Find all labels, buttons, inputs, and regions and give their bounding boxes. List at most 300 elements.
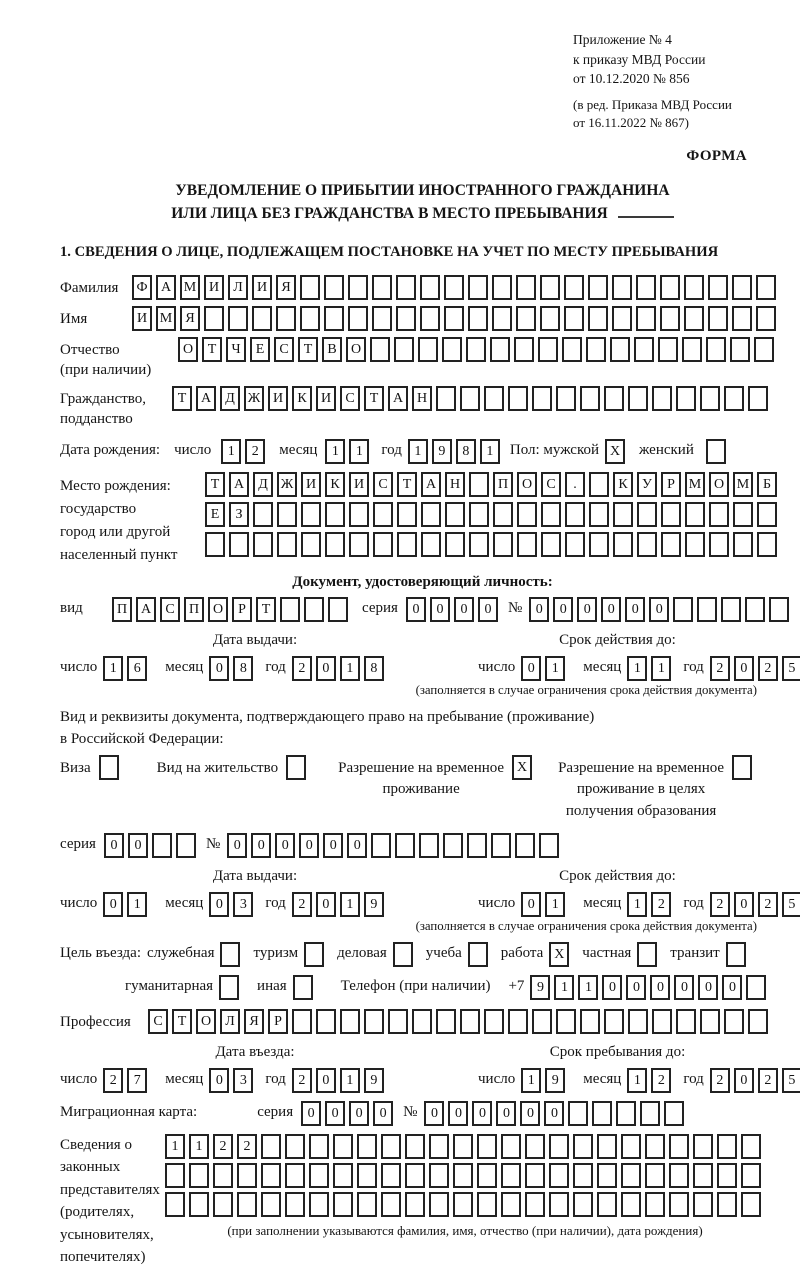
char-cell[interactable]: Л xyxy=(220,1009,240,1034)
char-cell[interactable] xyxy=(442,337,462,362)
char-cell[interactable]: В xyxy=(322,337,342,362)
char-cell[interactable] xyxy=(741,1134,761,1159)
char-cell[interactable] xyxy=(717,1192,737,1217)
char-cell[interactable]: Т xyxy=(364,386,384,411)
char-cell[interactable] xyxy=(429,1192,449,1217)
char-cell[interactable] xyxy=(709,502,729,527)
char-cell[interactable] xyxy=(189,1163,209,1188)
char-cell[interactable] xyxy=(525,1134,545,1159)
char-cell[interactable] xyxy=(421,502,441,527)
char-cell[interactable]: 2 xyxy=(103,1068,123,1093)
char-cell[interactable] xyxy=(205,532,225,557)
char-cell[interactable] xyxy=(165,1192,185,1217)
char-cell[interactable] xyxy=(445,532,465,557)
char-cell[interactable]: Т xyxy=(172,386,192,411)
char-cell[interactable]: Т xyxy=(202,337,222,362)
char-cell[interactable]: 0 xyxy=(373,1101,393,1126)
char-cell[interactable] xyxy=(285,1134,305,1159)
char-cell[interactable] xyxy=(684,306,704,331)
char-cell[interactable]: 0 xyxy=(299,833,319,858)
char-cell[interactable]: И xyxy=(349,472,369,497)
char-cell[interactable] xyxy=(325,532,345,557)
phone-digit-cell[interactable]: 1 xyxy=(578,975,598,1000)
char-cell[interactable] xyxy=(636,306,656,331)
char-cell[interactable]: 0 xyxy=(478,597,498,622)
phone-digit-cell[interactable]: 0 xyxy=(722,975,742,1000)
char-cell[interactable] xyxy=(597,1192,617,1217)
char-cell[interactable] xyxy=(237,1163,257,1188)
char-cell[interactable] xyxy=(176,833,196,858)
char-cell[interactable] xyxy=(645,1163,665,1188)
char-cell[interactable] xyxy=(756,275,776,300)
char-cell[interactable] xyxy=(444,306,464,331)
char-cell[interactable] xyxy=(724,1009,744,1034)
char-cell[interactable] xyxy=(373,532,393,557)
char-cell[interactable] xyxy=(754,337,774,362)
char-cell[interactable] xyxy=(316,1009,336,1034)
char-cell[interactable] xyxy=(381,1134,401,1159)
char-cell[interactable] xyxy=(204,306,224,331)
char-cell[interactable] xyxy=(660,306,680,331)
char-cell[interactable] xyxy=(309,1192,329,1217)
char-cell[interactable] xyxy=(370,337,390,362)
char-cell[interactable]: Ж xyxy=(244,386,264,411)
char-cell[interactable]: 0 xyxy=(734,892,754,917)
char-cell[interactable]: 0 xyxy=(734,1068,754,1093)
char-cell[interactable] xyxy=(396,306,416,331)
char-cell[interactable] xyxy=(693,1163,713,1188)
char-cell[interactable]: 0 xyxy=(325,1101,345,1126)
char-cell[interactable] xyxy=(682,337,702,362)
char-cell[interactable] xyxy=(165,1163,185,1188)
char-cell[interactable] xyxy=(613,502,633,527)
char-cell[interactable]: О xyxy=(709,472,729,497)
char-cell[interactable]: 0 xyxy=(625,597,645,622)
char-cell[interactable]: 5 xyxy=(782,656,800,681)
char-cell[interactable] xyxy=(549,1134,569,1159)
char-cell[interactable] xyxy=(741,1163,761,1188)
char-cell[interactable] xyxy=(732,275,752,300)
char-cell[interactable] xyxy=(532,1009,552,1034)
char-cell[interactable]: С xyxy=(373,472,393,497)
char-cell[interactable] xyxy=(564,275,584,300)
char-cell[interactable]: С xyxy=(340,386,360,411)
char-cell[interactable]: 1 xyxy=(408,439,428,464)
char-cell[interactable] xyxy=(460,386,480,411)
char-cell[interactable]: 2 xyxy=(758,656,778,681)
char-cell[interactable] xyxy=(394,337,414,362)
char-cell[interactable] xyxy=(348,275,368,300)
char-cell[interactable] xyxy=(453,1163,473,1188)
char-cell[interactable]: 0 xyxy=(734,656,754,681)
char-cell[interactable] xyxy=(757,502,777,527)
char-cell[interactable] xyxy=(372,275,392,300)
char-cell[interactable] xyxy=(721,597,741,622)
char-cell[interactable]: 0 xyxy=(323,833,343,858)
char-cell[interactable] xyxy=(421,532,441,557)
char-cell[interactable]: 0 xyxy=(316,1068,336,1093)
char-cell[interactable] xyxy=(700,386,720,411)
char-cell[interactable] xyxy=(669,1134,689,1159)
char-cell[interactable]: 1 xyxy=(521,1068,541,1093)
char-cell[interactable]: А xyxy=(421,472,441,497)
char-cell[interactable]: 0 xyxy=(128,833,148,858)
char-cell[interactable] xyxy=(309,1163,329,1188)
char-cell[interactable] xyxy=(745,597,765,622)
char-cell[interactable] xyxy=(597,1134,617,1159)
char-cell[interactable] xyxy=(490,337,510,362)
char-cell[interactable]: М xyxy=(685,472,705,497)
work-checkbox[interactable]: X xyxy=(549,942,569,967)
char-cell[interactable]: У xyxy=(637,472,657,497)
char-cell[interactable] xyxy=(693,1134,713,1159)
char-cell[interactable]: С xyxy=(274,337,294,362)
char-cell[interactable] xyxy=(381,1192,401,1217)
char-cell[interactable]: Т xyxy=(298,337,318,362)
char-cell[interactable] xyxy=(152,833,172,858)
char-cell[interactable] xyxy=(709,532,729,557)
char-cell[interactable]: 0 xyxy=(472,1101,492,1126)
char-cell[interactable]: 0 xyxy=(424,1101,444,1126)
char-cell[interactable]: Я xyxy=(244,1009,264,1034)
char-cell[interactable] xyxy=(493,502,513,527)
char-cell[interactable]: А xyxy=(229,472,249,497)
char-cell[interactable]: 0 xyxy=(251,833,271,858)
char-cell[interactable]: А xyxy=(388,386,408,411)
char-cell[interactable]: 1 xyxy=(627,892,647,917)
char-cell[interactable] xyxy=(539,833,559,858)
char-cell[interactable] xyxy=(333,1192,353,1217)
char-cell[interactable]: И xyxy=(252,275,272,300)
char-cell[interactable]: 0 xyxy=(496,1101,516,1126)
char-cell[interactable] xyxy=(229,532,249,557)
char-cell[interactable] xyxy=(708,306,728,331)
char-cell[interactable] xyxy=(277,532,297,557)
char-cell[interactable] xyxy=(730,337,750,362)
char-cell[interactable]: 2 xyxy=(758,1068,778,1093)
char-cell[interactable]: 1 xyxy=(349,439,369,464)
char-cell[interactable]: Ф xyxy=(132,275,152,300)
char-cell[interactable] xyxy=(469,502,489,527)
char-cell[interactable] xyxy=(516,275,536,300)
other-checkbox[interactable] xyxy=(293,975,313,1000)
char-cell[interactable] xyxy=(588,275,608,300)
char-cell[interactable] xyxy=(340,1009,360,1034)
char-cell[interactable] xyxy=(514,337,534,362)
char-cell[interactable] xyxy=(429,1134,449,1159)
char-cell[interactable] xyxy=(261,1134,281,1159)
char-cell[interactable] xyxy=(253,502,273,527)
char-cell[interactable]: О xyxy=(346,337,366,362)
char-cell[interactable]: 0 xyxy=(209,1068,229,1093)
char-cell[interactable]: 6 xyxy=(127,656,147,681)
char-cell[interactable]: 0 xyxy=(553,597,573,622)
official-checkbox[interactable] xyxy=(220,942,240,967)
char-cell[interactable]: Д xyxy=(220,386,240,411)
char-cell[interactable] xyxy=(371,833,391,858)
char-cell[interactable] xyxy=(477,1192,497,1217)
char-cell[interactable] xyxy=(748,1009,768,1034)
char-cell[interactable]: 1 xyxy=(545,892,565,917)
char-cell[interactable]: 3 xyxy=(233,892,253,917)
char-cell[interactable]: 1 xyxy=(221,439,241,464)
phone-digit-cell[interactable]: 0 xyxy=(674,975,694,1000)
char-cell[interactable] xyxy=(628,1009,648,1034)
char-cell[interactable]: А xyxy=(136,597,156,622)
char-cell[interactable]: И xyxy=(268,386,288,411)
char-cell[interactable]: 2 xyxy=(651,1068,671,1093)
char-cell[interactable] xyxy=(604,1009,624,1034)
char-cell[interactable]: И xyxy=(132,306,152,331)
char-cell[interactable]: С xyxy=(160,597,180,622)
char-cell[interactable] xyxy=(373,502,393,527)
char-cell[interactable]: 0 xyxy=(406,597,426,622)
char-cell[interactable] xyxy=(568,1101,588,1126)
char-cell[interactable]: 1 xyxy=(325,439,345,464)
humanitarian-checkbox[interactable] xyxy=(219,975,239,1000)
char-cell[interactable] xyxy=(493,532,513,557)
char-cell[interactable]: Ж xyxy=(277,472,297,497)
char-cell[interactable] xyxy=(252,306,272,331)
char-cell[interactable] xyxy=(492,306,512,331)
transit-checkbox[interactable] xyxy=(726,942,746,967)
char-cell[interactable]: 0 xyxy=(209,892,229,917)
char-cell[interactable] xyxy=(301,532,321,557)
char-cell[interactable] xyxy=(292,1009,312,1034)
char-cell[interactable]: 2 xyxy=(237,1134,257,1159)
char-cell[interactable]: Е xyxy=(205,502,225,527)
char-cell[interactable]: 0 xyxy=(454,597,474,622)
char-cell[interactable] xyxy=(516,306,536,331)
char-cell[interactable]: К xyxy=(613,472,633,497)
char-cell[interactable]: 2 xyxy=(710,1068,730,1093)
char-cell[interactable] xyxy=(325,502,345,527)
char-cell[interactable] xyxy=(395,833,415,858)
char-cell[interactable]: Я xyxy=(180,306,200,331)
char-cell[interactable] xyxy=(573,1163,593,1188)
char-cell[interactable] xyxy=(324,275,344,300)
char-cell[interactable]: С xyxy=(148,1009,168,1034)
char-cell[interactable]: 0 xyxy=(544,1101,564,1126)
char-cell[interactable] xyxy=(276,306,296,331)
char-cell[interactable] xyxy=(237,1192,257,1217)
char-cell[interactable] xyxy=(621,1192,641,1217)
char-cell[interactable]: 0 xyxy=(349,1101,369,1126)
char-cell[interactable] xyxy=(637,532,657,557)
char-cell[interactable] xyxy=(388,1009,408,1034)
char-cell[interactable] xyxy=(466,337,486,362)
char-cell[interactable] xyxy=(349,502,369,527)
char-cell[interactable]: Н xyxy=(445,472,465,497)
study-checkbox[interactable] xyxy=(468,942,488,967)
char-cell[interactable] xyxy=(443,833,463,858)
char-cell[interactable] xyxy=(658,337,678,362)
char-cell[interactable]: П xyxy=(493,472,513,497)
female-checkbox[interactable] xyxy=(706,439,726,464)
char-cell[interactable] xyxy=(733,532,753,557)
char-cell[interactable] xyxy=(301,502,321,527)
char-cell[interactable]: 1 xyxy=(340,1068,360,1093)
char-cell[interactable]: Р xyxy=(661,472,681,497)
char-cell[interactable] xyxy=(405,1134,425,1159)
char-cell[interactable] xyxy=(468,275,488,300)
char-cell[interactable]: 1 xyxy=(627,656,647,681)
char-cell[interactable] xyxy=(277,502,297,527)
char-cell[interactable] xyxy=(573,1134,593,1159)
char-cell[interactable] xyxy=(748,386,768,411)
char-cell[interactable] xyxy=(429,1163,449,1188)
char-cell[interactable] xyxy=(684,275,704,300)
char-cell[interactable]: 0 xyxy=(275,833,295,858)
char-cell[interactable]: П xyxy=(112,597,132,622)
char-cell[interactable] xyxy=(396,275,416,300)
char-cell[interactable] xyxy=(285,1192,305,1217)
char-cell[interactable] xyxy=(706,337,726,362)
char-cell[interactable] xyxy=(549,1163,569,1188)
char-cell[interactable] xyxy=(213,1163,233,1188)
char-cell[interactable] xyxy=(717,1163,737,1188)
char-cell[interactable]: 0 xyxy=(316,656,336,681)
char-cell[interactable]: 8 xyxy=(456,439,476,464)
char-cell[interactable]: 7 xyxy=(127,1068,147,1093)
char-cell[interactable]: Р xyxy=(268,1009,288,1034)
char-cell[interactable]: М xyxy=(156,306,176,331)
char-cell[interactable]: И xyxy=(204,275,224,300)
char-cell[interactable] xyxy=(501,1192,521,1217)
char-cell[interactable] xyxy=(621,1163,641,1188)
char-cell[interactable] xyxy=(589,502,609,527)
char-cell[interactable]: 0 xyxy=(601,597,621,622)
char-cell[interactable]: О xyxy=(208,597,228,622)
char-cell[interactable] xyxy=(397,502,417,527)
char-cell[interactable] xyxy=(333,1134,353,1159)
char-cell[interactable] xyxy=(280,597,300,622)
char-cell[interactable]: И xyxy=(301,472,321,497)
char-cell[interactable] xyxy=(588,306,608,331)
char-cell[interactable] xyxy=(573,1192,593,1217)
char-cell[interactable] xyxy=(381,1163,401,1188)
char-cell[interactable]: 0 xyxy=(430,597,450,622)
char-cell[interactable]: 2 xyxy=(292,1068,312,1093)
char-cell[interactable]: 0 xyxy=(104,833,124,858)
phone-digit-cell[interactable]: 0 xyxy=(602,975,622,1000)
char-cell[interactable] xyxy=(484,386,504,411)
char-cell[interactable] xyxy=(261,1163,281,1188)
char-cell[interactable]: . xyxy=(565,472,585,497)
char-cell[interactable]: 1 xyxy=(103,656,123,681)
char-cell[interactable]: 1 xyxy=(189,1134,209,1159)
char-cell[interactable]: 2 xyxy=(292,892,312,917)
char-cell[interactable]: 0 xyxy=(521,656,541,681)
char-cell[interactable] xyxy=(419,833,439,858)
char-cell[interactable]: 1 xyxy=(340,656,360,681)
phone-digit-cell[interactable]: 0 xyxy=(626,975,646,1000)
char-cell[interactable] xyxy=(645,1192,665,1217)
char-cell[interactable] xyxy=(637,502,657,527)
char-cell[interactable] xyxy=(253,532,273,557)
char-cell[interactable] xyxy=(708,275,728,300)
char-cell[interactable] xyxy=(364,1009,384,1034)
char-cell[interactable] xyxy=(467,833,487,858)
char-cell[interactable] xyxy=(517,532,537,557)
char-cell[interactable] xyxy=(491,833,511,858)
char-cell[interactable]: Т xyxy=(397,472,417,497)
char-cell[interactable]: 2 xyxy=(710,892,730,917)
char-cell[interactable]: 0 xyxy=(577,597,597,622)
char-cell[interactable] xyxy=(213,1192,233,1217)
char-cell[interactable]: 1 xyxy=(480,439,500,464)
char-cell[interactable] xyxy=(333,1163,353,1188)
char-cell[interactable] xyxy=(757,532,777,557)
char-cell[interactable] xyxy=(580,1009,600,1034)
char-cell[interactable]: Я xyxy=(276,275,296,300)
char-cell[interactable] xyxy=(661,532,681,557)
char-cell[interactable]: Т xyxy=(256,597,276,622)
char-cell[interactable] xyxy=(444,275,464,300)
char-cell[interactable] xyxy=(597,1163,617,1188)
char-cell[interactable] xyxy=(349,532,369,557)
char-cell[interactable] xyxy=(612,275,632,300)
char-cell[interactable]: Е xyxy=(250,337,270,362)
char-cell[interactable] xyxy=(501,1163,521,1188)
char-cell[interactable] xyxy=(636,275,656,300)
char-cell[interactable] xyxy=(508,386,528,411)
phone-digit-cell[interactable]: 0 xyxy=(650,975,670,1000)
char-cell[interactable] xyxy=(420,275,440,300)
char-cell[interactable]: Д xyxy=(253,472,273,497)
char-cell[interactable] xyxy=(418,337,438,362)
char-cell[interactable]: П xyxy=(184,597,204,622)
char-cell[interactable] xyxy=(501,1134,521,1159)
male-checkbox[interactable]: X xyxy=(605,439,625,464)
char-cell[interactable] xyxy=(484,1009,504,1034)
char-cell[interactable]: 0 xyxy=(103,892,123,917)
tourism-checkbox[interactable] xyxy=(304,942,324,967)
char-cell[interactable] xyxy=(628,386,648,411)
char-cell[interactable]: Р xyxy=(232,597,252,622)
char-cell[interactable] xyxy=(541,502,561,527)
char-cell[interactable]: 2 xyxy=(245,439,265,464)
char-cell[interactable] xyxy=(565,502,585,527)
residence-permit-checkbox[interactable] xyxy=(286,755,306,780)
char-cell[interactable]: 8 xyxy=(364,656,384,681)
char-cell[interactable]: О xyxy=(196,1009,216,1034)
char-cell[interactable] xyxy=(610,337,630,362)
char-cell[interactable] xyxy=(660,275,680,300)
char-cell[interactable] xyxy=(697,597,717,622)
char-cell[interactable]: О xyxy=(517,472,537,497)
temp-residence-checkbox[interactable]: X xyxy=(512,755,532,780)
char-cell[interactable] xyxy=(676,1009,696,1034)
char-cell[interactable] xyxy=(405,1192,425,1217)
char-cell[interactable]: 8 xyxy=(233,656,253,681)
char-cell[interactable] xyxy=(669,1163,689,1188)
char-cell[interactable]: 2 xyxy=(710,656,730,681)
char-cell[interactable] xyxy=(453,1192,473,1217)
char-cell[interactable]: 0 xyxy=(347,833,367,858)
char-cell[interactable]: 1 xyxy=(340,892,360,917)
char-cell[interactable] xyxy=(304,597,324,622)
char-cell[interactable] xyxy=(538,337,558,362)
char-cell[interactable] xyxy=(661,502,681,527)
char-cell[interactable]: 2 xyxy=(651,892,671,917)
char-cell[interactable] xyxy=(436,386,456,411)
char-cell[interactable]: 0 xyxy=(209,656,229,681)
char-cell[interactable]: Т xyxy=(172,1009,192,1034)
char-cell[interactable] xyxy=(541,532,561,557)
char-cell[interactable] xyxy=(645,1134,665,1159)
char-cell[interactable] xyxy=(420,306,440,331)
